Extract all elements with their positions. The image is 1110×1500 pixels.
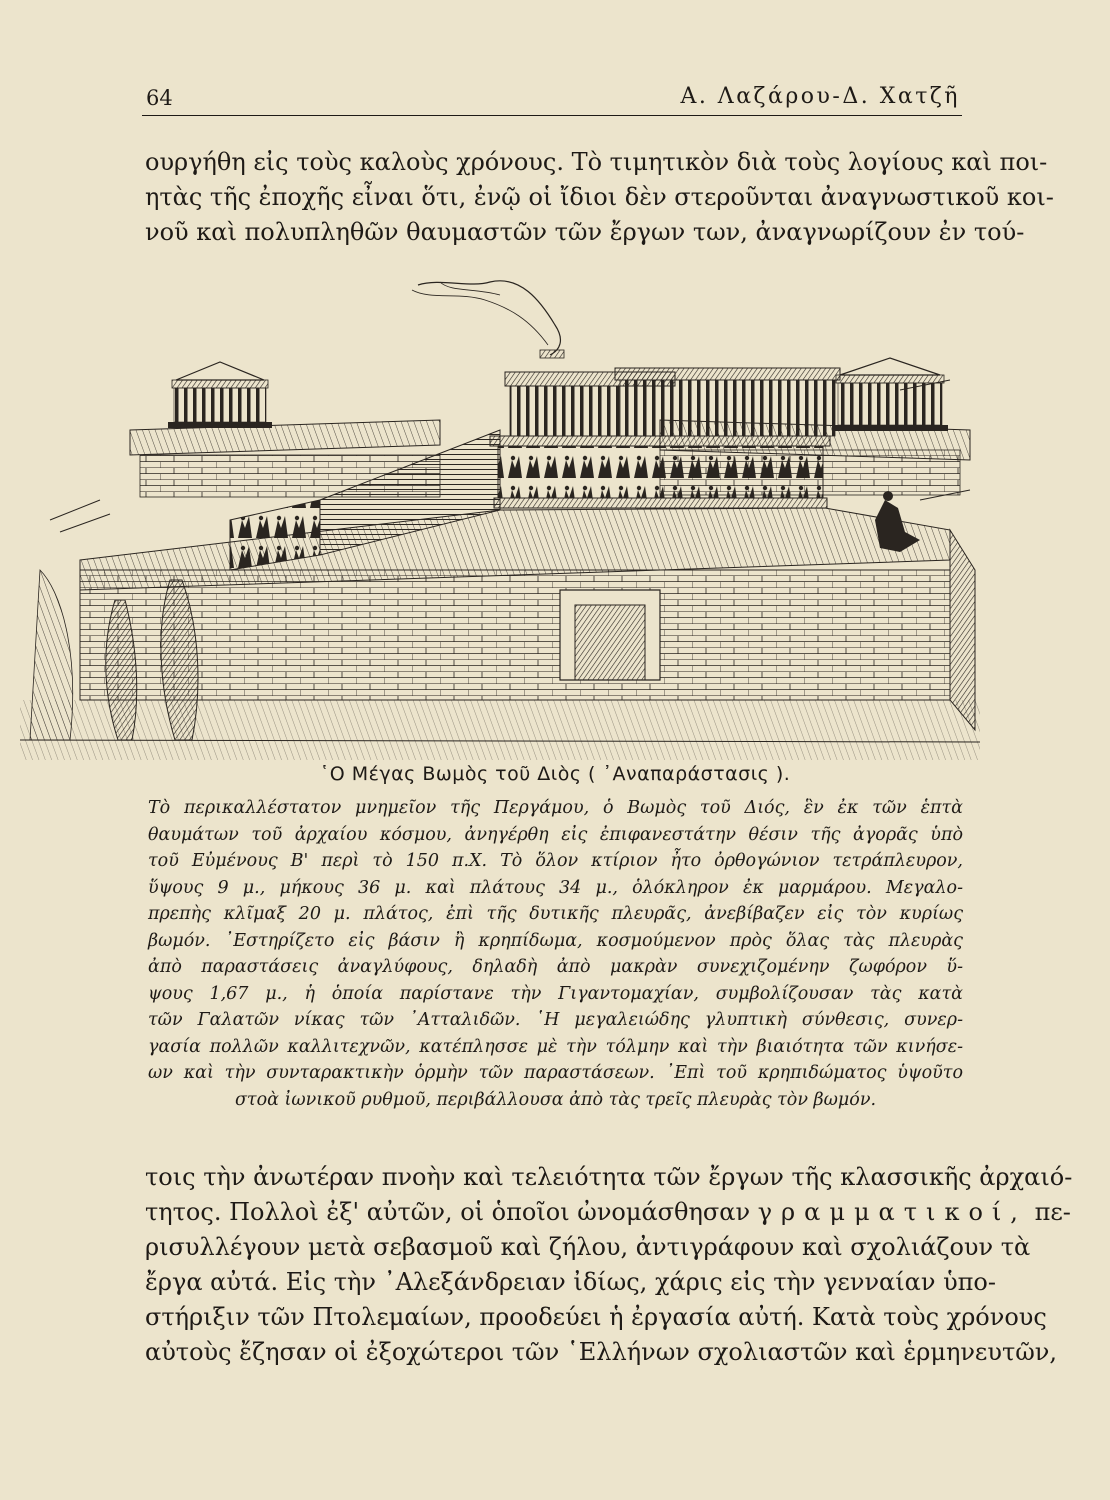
great-altar	[490, 368, 840, 508]
altar-engraving	[20, 270, 980, 760]
top-paragraph	[145, 145, 1054, 250]
caption-line: ων καὶ τὴν συνταρακτικὴν ὁρμὴν τῶν παραστάσεων. ᾿Επὶ τοῦ κρηπιδώματος ὑψοῦτο	[148, 1063, 963, 1083]
paragraph-line: νοῦ καὶ πολυπληθῶν θαυμαστῶν τῶν ἔργων των, ἀναγνωρίζουν ἐν τού-	[145, 218, 1025, 246]
spaced-term: γραμματικοί,	[757, 1198, 1027, 1226]
paragraph-line: ητὰς τῆς ἐποχῆς εἶναι ὅτι, ἐνῷ οἱ ἴδιοι δὲν στεροῦνται ἀναγνωστικοῦ κοι-	[145, 183, 1054, 211]
caption-line: στοὰ ἰωνικοῦ ρυθμοῦ, περιβάλλουσα ἀπὸ τὰς τρεῖς πλευρὰς τὸν βωμόν.	[234, 1089, 877, 1110]
caption-line: Τὸ περικαλλέστατον μνημεῖον τῆς Περγάμου, ὁ Βωμὸς τοῦ Διός, ἓν ἐκ τῶν ἑπτὰ	[148, 798, 963, 818]
caption-line: γασία πολλῶν καλλιτεχνῶν, κατέπλησσε μὲ τὴν τόλμην καὶ τὴν βιαιότητα τῶν κινήσε-	[148, 1036, 963, 1057]
lower-wall	[80, 508, 975, 730]
paragraph-line: ρισυλλέγουν μετὰ σεβασμοῦ καὶ ζήλου, ἀντιγράφουν καὶ σχολιάζουν τὰ	[145, 1233, 1031, 1261]
statue-group	[875, 491, 920, 552]
left-temple	[168, 362, 272, 428]
text-segment: τητος. Πολλοὶ ἐξ' αὐτῶν, οἱ ὁποῖοι ὠνομάσθησαν	[145, 1198, 758, 1226]
caption-line: τῶν Γαλατῶν νίκας τῶν ᾿Ατταλιδῶν. ῾Η μεγαλειώδης γλυπτικὴ σύνθεσις, συνερ-	[148, 1010, 963, 1030]
bottom-paragraph	[145, 1160, 1073, 1370]
caption-line: ἀπὸ παραστάσεις ἀναγλύφους, δηλαδὴ ἀπὸ μακρὰν συνεχιζομένην ζωφόρον ὕ-	[148, 957, 963, 977]
caption-line: ψους 1,67 μ., ἡ ὁποία παρίστανε τὴν Γιγαντομαχίαν, συμβολίζουσαν τὰς κατὰ	[148, 983, 963, 1004]
header-rule	[142, 115, 962, 116]
caption-line: ὕψους 9 μ., μήκους 36 μ. καὶ πλάτους 34 μ., ὁλόκληρον ἐκ μαρμάρου. Μεγαλο-	[148, 877, 963, 898]
right-temple	[832, 358, 948, 431]
paragraph-line: ουργήθη εἰς τοὺς καλοὺς χρόνους. Τὸ τιμητικὸν διὰ τοὺς λογίους καὶ ποι-	[145, 148, 1048, 176]
paragraph-line	[145, 1195, 1071, 1230]
text-segment: πε-	[1026, 1198, 1071, 1226]
paragraph-line: στήριξιν τῶν Πτολεμαίων, προοδεύει ἡ ἐργασία αὐτή. Κατὰ τοὺς χρόνους	[145, 1303, 1047, 1331]
paragraph-line: τοις τὴν ἀνωτέραν πνοὴν καὶ τελειότητα τῶν ἔργων τῆς κλασσικῆς ἀρχαιό-	[145, 1163, 1073, 1191]
caption-line: θαυμάτων τοῦ ἀρχαίου κόσμου, ἀνηγέρθη εἰς ἐπιφανεστάτην θέσιν τῆς ἀγορᾶς ὑπὸ	[148, 824, 963, 845]
caption-line: πρεπὴς κλῖμαξ 20 μ. πλάτος, ἐπὶ τῆς δυτικῆς πλευρᾶς, ἀνεβίβαζεν εἰς τὸν κυρίως	[148, 904, 963, 924]
figure-caption-title: ῾Ο Μέγας Βωμὸς τοῦ Διὸς ( ᾿Αναπαράστασις ).	[319, 763, 791, 785]
smoke-plume	[412, 281, 564, 358]
paragraph-line: ἔργα αὐτά. Εἰς τὴν ᾿Αλεξάνδρειαν ἰδίως, χάρις εἰς τὴν γενναίαν ὑπο-	[145, 1268, 996, 1296]
page-number: 64	[146, 86, 173, 110]
running-head: Α. Λαζάρου-Δ. Χατζῆ	[680, 84, 960, 109]
caption-line: βωμόν. ᾿Εστηρίζετο εἰς βάσιν ἢ κρηπίδωμα, κοσμούμενον πρὸς ὅλας τὰς πλευρὰς	[148, 930, 963, 951]
paragraph-line: αὐτοὺς ἔζησαν οἱ ἐξοχώτεροι τῶν ῾Ελλήνων σχολιαστῶν καὶ ἑρμηνευτῶν,	[145, 1338, 1058, 1366]
figure-caption	[148, 795, 963, 1113]
caption-line: τοῦ Εὐμένους Β' περὶ τὸ 150 π.Χ. Τὸ ὅλον κτίριον ἦτο ὀρθογώνιον τετράπλευρον,	[148, 851, 963, 871]
